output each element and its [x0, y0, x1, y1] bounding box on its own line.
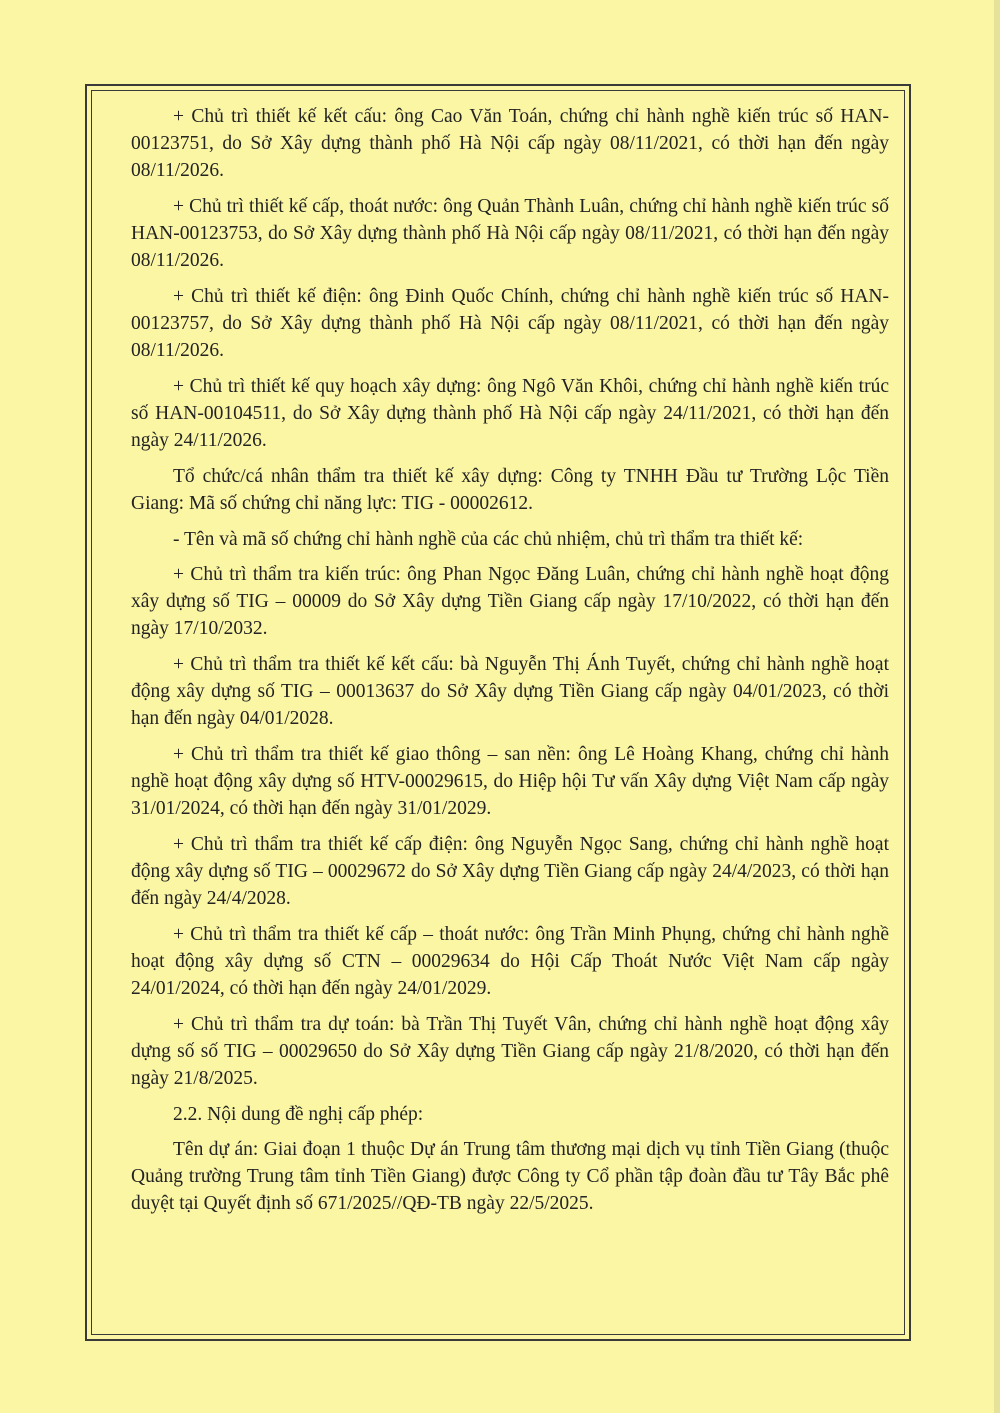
paragraph-review-heading: - Tên và mã số chứng chỉ hành nghề của các chủ nhiệm, chủ trì thẩm tra thiết kế:	[173, 529, 804, 550]
paragraph-electrical-reviewer: + Chủ trì thẩm tra thiết kế cấp điện: ông Nguyễn Ngọc Sang, chứng chỉ hành nghề hoạt động xây dựng số TIG – 00029672 do Sở Xây dựng Tiền Giang cấp ngày 24/4/2023, có thời hạn đến ngày 24/4/2028.	[131, 834, 889, 909]
section-heading-2-2: 2.2. Nội dung đề nghị cấp phép:	[173, 1104, 424, 1125]
paragraph-architecture-reviewer: + Chủ trì thẩm tra kiến trúc: ông Phan Ngọc Đăng Luân, chứng chỉ hành nghề hoạt động xây dựng số TIG – 00009 do Sở Xây dựng Tiền Giang cấp ngày 17/10/2022, có thời hạn đến ngày 17/10/2032.	[131, 564, 889, 639]
paragraph-water-designer: + Chủ trì thiết kế cấp, thoát nước: ông Quản Thành Luân, chứng chỉ hành nghề kiến trúc số HAN-00123753, do Sở Xây dựng thành phố Hà Nội cấp ngày 08/11/2021, có thời hạn đến ngày 08/11/2026.	[131, 196, 889, 271]
paragraph-traffic-reviewer: + Chủ trì thẩm tra thiết kế giao thông – san nền: ông Lê Hoàng Khang, chứng chỉ hành nghề hoạt động xây dựng số HTV-00029615, do Hiệp hội Tư vấn Xây dựng Việt Nam cấp ngày 31/01/2024, có thời hạn đến ngày 31/01/2029.	[131, 744, 889, 819]
paragraph-structure-reviewer: + Chủ trì thẩm tra thiết kế kết cấu: bà Nguyễn Thị Ánh Tuyết, chứng chỉ hành nghề hoạt động xây dựng số TIG – 00013637 do Sở Xây dựng Tiền Giang cấp ngày 04/01/2023, có thời hạn đến ngày 04/01/2028.	[131, 654, 889, 729]
paragraph-electrical-designer: + Chủ trì thiết kế điện: ông Đinh Quốc Chính, chứng chỉ hành nghề kiến trúc số HAN-00123757, do Sở Xây dựng thành phố Hà Nội cấp ngày 08/11/2021, có thời hạn đến ngày 08/11/2026.	[131, 286, 889, 361]
paragraph-planning-designer: + Chủ trì thiết kế quy hoạch xây dựng: ông Ngô Văn Khôi, chứng chỉ hành nghề kiến trúc số HAN-00104511, do Sở Xây dựng thành phố Hà Nội cấp ngày 24/11/2021, có thời hạn đến ngày 24/11/2026.	[131, 376, 889, 451]
paragraph-structure-designer: + Chủ trì thiết kế kết cấu: ông Cao Văn Toán, chứng chỉ hành nghề kiến trúc số HAN-00123751, do Sở Xây dựng thành phố Hà Nội cấp ngày 08/11/2021, có thời hạn đến ngày 08/11/2026.	[131, 106, 889, 181]
paragraph-review-organization: Tổ chức/cá nhân thẩm tra thiết kế xây dựng: Công ty TNHH Đầu tư Trường Lộc Tiền Giang: Mã số chứng chỉ năng lực: TIG - 00002612.	[131, 466, 889, 514]
paragraph-water-reviewer: + Chủ trì thẩm tra thiết kế cấp – thoát nước: ông Trần Minh Phụng, chứng chỉ hành nghề hoạt động xây dựng số CTN – 00029634 do Hội Cấp Thoát Nước Việt Nam cấp ngày 24/01/2024, có thời hạn đến ngày 24/01/2029.	[131, 924, 889, 999]
paragraph-project-name: Tên dự án: Giai đoạn 1 thuộc Dự án Trung tâm thương mại dịch vụ tỉnh Tiền Giang (thuộc Quảng trường Trung tâm tỉnh Tiền Giang) được Công ty Cổ phần tập đoàn đầu tư Tây Bắc phê duyệt tại Quyết định số 671/2025//QĐ-TB ngày 22/5/2025.	[131, 1139, 889, 1214]
document-body	[131, 103, 889, 1226]
paragraph-estimate-reviewer: + Chủ trì thẩm tra dự toán: bà Trần Thị Tuyết Vân, chứng chỉ hành nghề hoạt động xây dựng số số TIG – 00029650 do Sở Xây dựng Tiền Giang cấp ngày 21/8/2020, có thời hạn đến ngày 21/8/2025.	[131, 1014, 889, 1089]
